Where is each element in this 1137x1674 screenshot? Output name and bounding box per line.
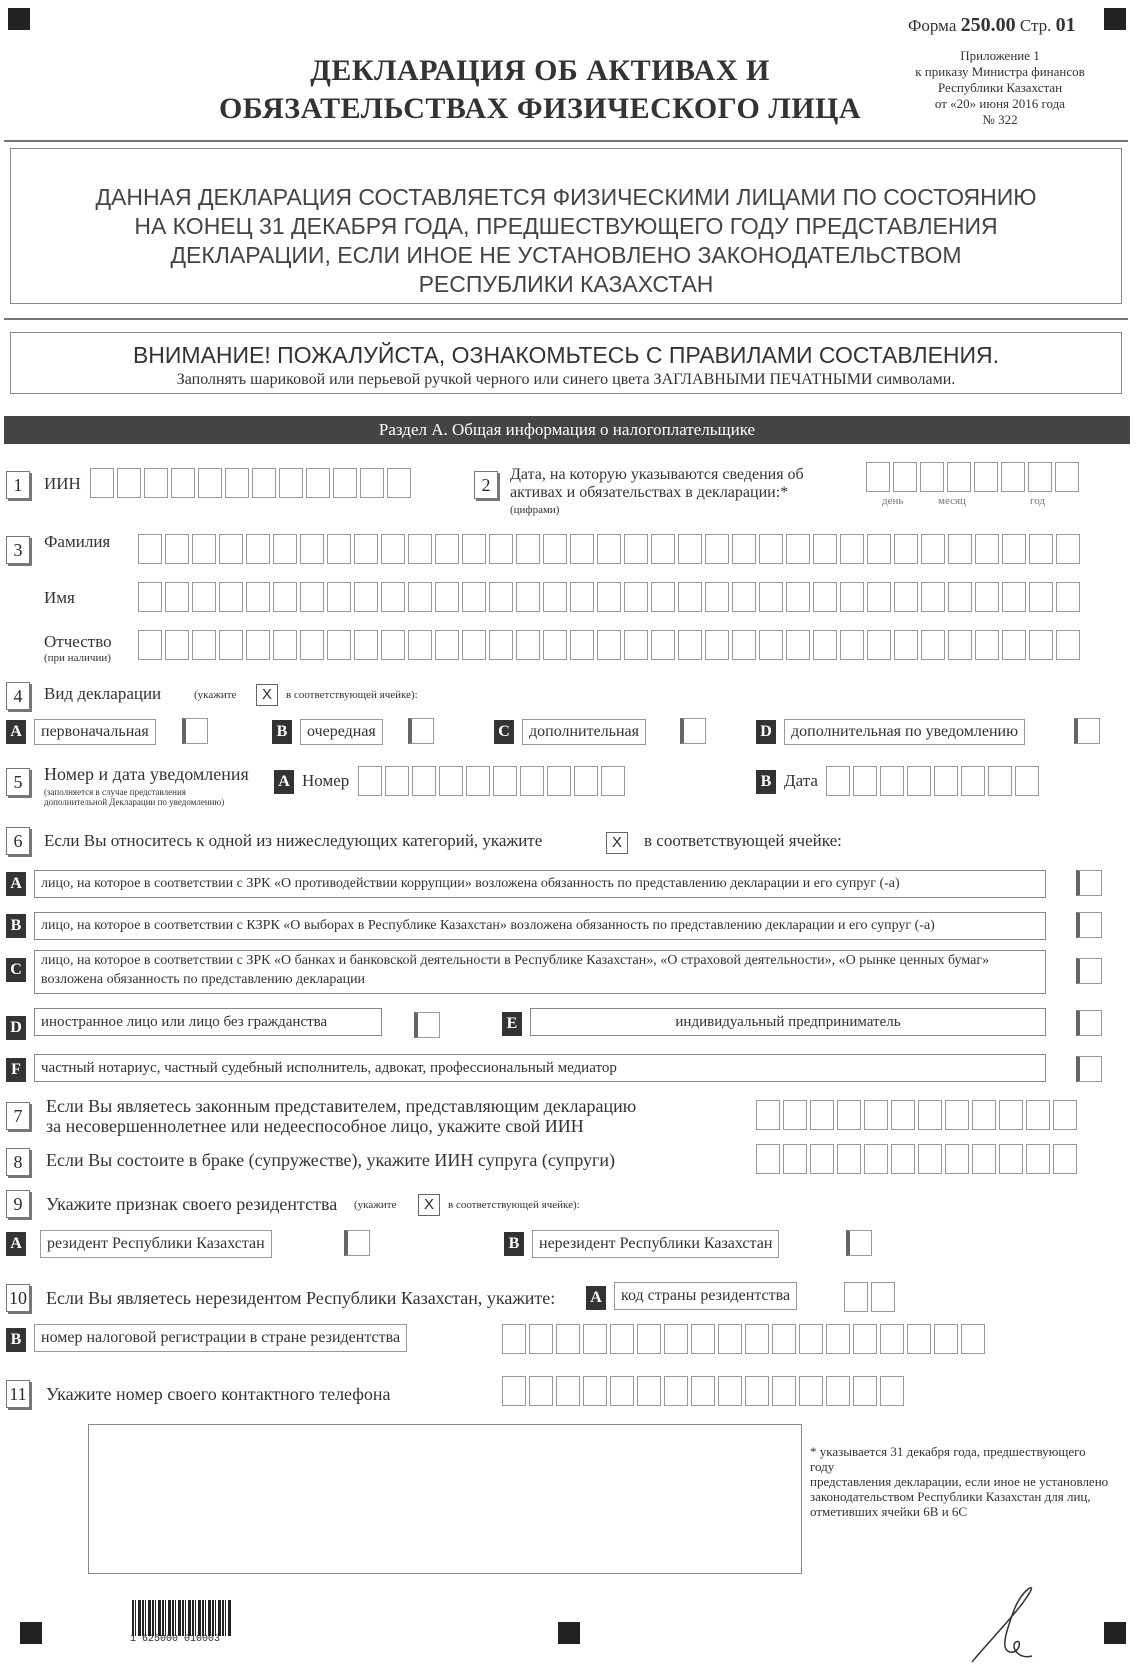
regular-checkbox[interactable] <box>408 718 434 744</box>
name-label: Имя <box>44 588 75 607</box>
signature <box>960 1580 1060 1670</box>
category-c-label: лицо, на которое в соответствии с ЗРК «О банках и банковской деятельности в Республике Казахстан», «О страховой деятельности», «О рынке ценных бумаг» возложена обязанность по представлению декларации <box>34 950 1046 994</box>
appendix-note: Приложение 1 к приказу Министра финансов Республики Казахстан от «20» июня 2016 года № 322 <box>915 48 1085 127</box>
option-letter: B <box>756 770 776 794</box>
option-letter: B <box>6 914 26 938</box>
surname-label: Фамилия <box>44 532 111 551</box>
tax-registration-label: номер налоговой регистрации в стране резидентства <box>34 1324 407 1352</box>
registration-mark <box>20 1622 42 1644</box>
section-title: Раздел А. Общая информация о налогоплательщике <box>4 416 1130 444</box>
date-label: Дата, на которую указываются сведения об <box>510 466 804 483</box>
category-label: Если Вы относитесь к одной из нижеследующих категорий, укажите <box>44 831 543 850</box>
footnote: * указывается 31 декабря года, предшествующего году представления декларации, если иное не установлено законодательством Республики Казахстан для лиц, отметивших ячейки 6В и 6С <box>810 1444 1109 1519</box>
category-b-checkbox[interactable] <box>1076 912 1102 938</box>
option-label: дополнительная по уведомлению <box>784 719 1025 745</box>
nonresident-checkbox[interactable] <box>846 1230 872 1256</box>
option-letter: E <box>502 1012 522 1036</box>
hint: (укажите <box>354 1199 397 1211</box>
option-letter: C <box>6 958 26 982</box>
patronymic-hint: (при наличии) <box>44 652 111 664</box>
category-a-checkbox[interactable] <box>1076 870 1102 896</box>
notice-box: ДАННАЯ ДЕКЛАРАЦИЯ СОСТАВЛЯЕТСЯ ФИЗИЧЕСКИМИ ЛИЦАМИ ПО СОСТОЯНИЮ НА КОНЕЦ 31 ДЕКАБРЯ ГОДА, ПРЕДШЕСТВУЮЩЕГО ГОДУ ПРЕДСТАВЛЕНИЯ ДЕКЛАРАЦИИ, ЕСЛИ ИНОЕ НЕ УСТАНОВЛЕНО ЗАКОНОДАТЕЛЬСТВОМ РЕСПУБЛИКИ КАЗАХСТАН <box>10 148 1122 304</box>
notice-date-input[interactable] <box>826 766 1039 796</box>
category-e-label: индивидуальный предприниматель <box>530 1008 1046 1036</box>
barcode-number: 1 625000 010003 <box>130 1634 221 1645</box>
barcode <box>132 1600 232 1636</box>
notice-label: Номер и дата уведомления <box>44 764 249 784</box>
registration-mark <box>1104 8 1126 30</box>
registration-mark <box>8 8 30 30</box>
additional-checkbox[interactable] <box>680 718 706 744</box>
representative-iin-input[interactable] <box>756 1100 1077 1130</box>
name-input[interactable] <box>138 582 1080 612</box>
spouse-iin-input[interactable] <box>756 1144 1077 1174</box>
category-label: в соответствующей ячейке: <box>644 831 842 850</box>
notice-hint: (заполняется в случае представления <box>44 787 186 797</box>
option-letter: F <box>6 1058 26 1082</box>
category-f-label: частный нотариус, частный судебный исполнитель, адвокат, профессиональный медиатор <box>34 1054 1046 1082</box>
category-e-checkbox[interactable] <box>1076 1010 1102 1036</box>
phone-label: Укажите номер своего контактного телефона <box>46 1384 391 1404</box>
day-hint: день <box>882 495 904 507</box>
attention-box: ВНИМАНИЕ! ПОЖАЛУЙСТА, ОЗНАКОМЬТЕСЬ С ПРАВИЛАМИ СОСТАВЛЕНИЯ. Заполнять шариковой или перьевой ручкой черного или синего цвета ЗАГЛАВНЫМИ ПЕЧАТНЫМИ символами. <box>10 332 1122 394</box>
notice-date-label: Дата <box>784 771 818 790</box>
page-title: ДЕКЛАРАЦИЯ ОБ АКТИВАХ И ОБЯЗАТЕЛЬСТВАХ ФИЗИЧЕСКОГО ЛИЦА <box>218 54 862 125</box>
field-number: 4 <box>6 682 30 710</box>
patronymic-input[interactable] <box>138 630 1080 660</box>
nonresident-label: нерезидент Республики Казахстан <box>532 1230 779 1258</box>
registration-mark <box>558 1622 580 1644</box>
field-number: 1 <box>6 471 30 499</box>
category-a-label: лицо, на которое в соответствии с ЗРК «О противодействии коррупции» возложена обязанность по представлению декларации и его супруг (-а) <box>34 870 1046 898</box>
notice-hint: дополнительной Декларации по уведомлению) <box>44 797 225 807</box>
option-letter: A <box>6 1232 26 1256</box>
resident-label: резидент Республики Казахстан <box>40 1230 272 1258</box>
option-letter: A <box>6 720 26 744</box>
iin-label: ИИН <box>44 474 81 493</box>
phone-input[interactable] <box>502 1376 904 1406</box>
spouse-label: Если Вы состоите в браке (супружестве), укажите ИИН супруга (супруги) <box>46 1150 616 1170</box>
category-d-checkbox[interactable] <box>414 1012 440 1038</box>
option-letter: B <box>272 720 292 744</box>
initial-checkbox[interactable] <box>182 718 208 744</box>
option-letter: B <box>6 1328 26 1352</box>
year-hint: год <box>1030 495 1046 507</box>
field-number: 9 <box>6 1190 30 1218</box>
surname-input[interactable] <box>138 534 1080 564</box>
representative-label: Если Вы являетесь законным представителем, представляющим декларацию <box>46 1096 637 1116</box>
country-code-input[interactable] <box>844 1282 895 1312</box>
hint: в соответствующей ячейке): <box>448 1199 580 1211</box>
free-area[interactable] <box>88 1424 802 1574</box>
field-number: 5 <box>6 768 30 796</box>
notice-number-input[interactable] <box>358 766 625 796</box>
additional-notice-checkbox[interactable] <box>1074 718 1100 744</box>
option-letter: B <box>504 1232 524 1256</box>
registration-mark <box>1104 1622 1126 1644</box>
hint: (укажите <box>194 689 237 701</box>
hint: в соответствующей ячейке): <box>286 689 418 701</box>
patronymic-label: Отчество <box>44 632 112 651</box>
option-label: дополнительная <box>522 719 646 745</box>
nonresident-info-label: Если Вы являетесь нерезидентом Республики Казахстан, укажите: <box>46 1288 556 1308</box>
field-number: 7 <box>6 1102 30 1130</box>
option-label: первоначальная <box>34 719 156 745</box>
field-number: 11 <box>6 1380 30 1408</box>
option-letter: C <box>494 720 514 744</box>
x-mark-example: X <box>606 832 628 854</box>
category-b-label: лицо, на которое в соответствии с КЗРК «О выборах в Республике Казахстан» возложена обязанность по представлению декларации и его супруг (-а) <box>34 912 1046 940</box>
category-c-checkbox[interactable] <box>1076 958 1102 984</box>
divider <box>4 140 1128 142</box>
category-f-checkbox[interactable] <box>1076 1056 1102 1082</box>
declaration-type-label: Вид декларации <box>44 684 162 703</box>
date-hint: (цифрами) <box>510 504 560 516</box>
option-letter: D <box>6 1016 26 1040</box>
tax-registration-input[interactable] <box>502 1324 985 1354</box>
resident-checkbox[interactable] <box>344 1230 370 1256</box>
option-label: очередная <box>300 719 383 745</box>
field-number: 3 <box>6 536 30 564</box>
form-number: Форма 250.00 Стр. 01 <box>908 14 1076 36</box>
representative-label: за несовершеннолетнее или недееспособное лицо, укажите свой ИИН <box>46 1116 584 1136</box>
x-mark-example: X <box>256 684 278 706</box>
notice-number-label: Номер <box>302 771 350 790</box>
field-number: 10 <box>6 1284 30 1312</box>
divider <box>4 318 1128 320</box>
iin-input[interactable] <box>90 468 411 498</box>
country-code-label: код страны резидентства <box>614 1282 797 1310</box>
x-mark-example: X <box>418 1194 440 1216</box>
date-label: активах и обязательствах в декларации:* <box>510 484 789 501</box>
residency-label: Укажите признак своего резидентства <box>46 1194 338 1214</box>
option-letter: D <box>756 720 776 744</box>
field-number: 6 <box>6 827 30 855</box>
option-letter: A <box>586 1286 606 1310</box>
option-letter: A <box>274 770 294 794</box>
month-hint: месяц <box>938 495 966 507</box>
field-number: 8 <box>6 1148 30 1176</box>
option-letter: A <box>6 872 26 896</box>
field-number: 2 <box>474 471 498 499</box>
date-input[interactable] <box>866 462 1079 492</box>
category-d-label: иностранное лицо или лицо без гражданства <box>34 1008 382 1036</box>
